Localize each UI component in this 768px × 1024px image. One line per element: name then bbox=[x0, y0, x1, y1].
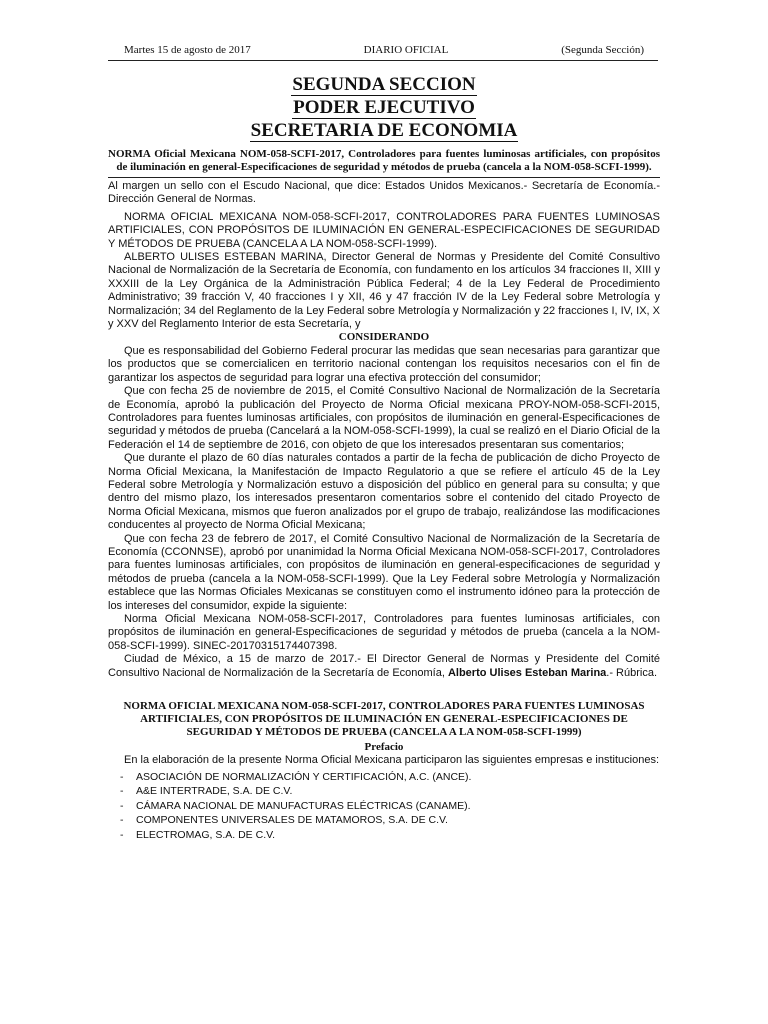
institutions-list bbox=[108, 770, 660, 843]
institution-name: CÁMARA NACIONAL DE MANUFACTURAS ELÉCTRICAS (CANAME). bbox=[136, 799, 471, 812]
considerando-heading: CONSIDERANDO bbox=[338, 331, 430, 344]
ministry-title bbox=[0, 120, 768, 142]
list-bullet: - bbox=[120, 799, 124, 812]
header-date: Martes 15 de agosto de 2017 bbox=[124, 44, 251, 56]
list-item bbox=[108, 770, 660, 785]
list-bullet: - bbox=[120, 770, 124, 783]
list-item bbox=[108, 828, 660, 843]
closing-end: .- Rúbrica. bbox=[606, 666, 658, 679]
prefacio-heading: Prefacio bbox=[364, 741, 404, 754]
list-bullet: - bbox=[120, 785, 124, 798]
branch-title-text: PODER EJECUTIVO bbox=[293, 97, 475, 118]
director-paragraph: ALBERTO ULISES ESTEBAN MARINA, Director General de Normas y Presidente del Comité Consultivo Nacional de Normalización de la Secretaría de Economía, con fundamento en los artículos 34 fracciones II, XIII y XXXIII de la Ley Orgánica de la Administración Pública Federal; 4 de la Ley Federal de Procedimiento Administrativo; 39 fracción V, 40 fracciones I y XII, 46 y 47 fracción IV de la Ley Federal sobre Metrología y Normalización; 34 del Reglamento de la Ley Federal sobre Metrología y Normalización y 22 fracciones I, IV, IX, X y XXV del Reglamento Interior de esta Secretaría, y bbox=[108, 251, 660, 331]
closing-paragraph bbox=[108, 653, 660, 680]
ministry-title-text: SECRETARIA DE ECONOMIA bbox=[250, 120, 518, 141]
list-bullet: - bbox=[120, 814, 124, 827]
institution-name: COMPONENTES UNIVERSALES DE MATAMOROS, S.A. DE C.V. bbox=[136, 814, 448, 827]
closing-text: Ciudad de México, a 15 de marzo de 2017.- El Director General de Normas y Presidente del Comité Consultivo Nacional de Normalización de la Secretaría de Economía, bbox=[108, 653, 660, 679]
branch-title bbox=[0, 97, 768, 119]
header-divider bbox=[108, 60, 658, 61]
header-publication: DIARIO OFICIAL bbox=[363, 44, 449, 56]
section-title bbox=[0, 74, 768, 96]
considerando-paragraph-2: Que con fecha 25 de noviembre de 2015, el Comité Consultivo Nacional de Normalización de la Secretaría de Economía, aprobó la publicación del Proyecto de Norma Oficial mexicana PROY-NOM-058-SCFI-2015, Controladores para fuentes luminosas artificiales, con propósitos de iluminación en general-Especificaciones de seguridad y métodos de prueba (Cancelará a la NOM-058-SCFI-1999), la cual se realizó en el Diario Oficial de la Federación el 14 de septiembre de 2016, con objeto de que los interesados presentaran sus comentarios; bbox=[108, 385, 660, 451]
section-title-text: SEGUNDA SECCION bbox=[292, 74, 476, 95]
norm-heading: NORMA Oficial Mexicana NOM-058-SCFI-2017, Controladores para fuentes luminosas artificiales, con propósitos de iluminación en general-Especificaciones de seguridad y métodos de prueba (cancela a la NOM-058-SCFI-1999). bbox=[108, 148, 660, 173]
running-header bbox=[124, 44, 644, 56]
list-bullet: - bbox=[120, 828, 124, 841]
document-body bbox=[108, 148, 660, 842]
seal-paragraph: Al margen un sello con el Escudo Nacional, que dice: Estados Unidos Mexicanos.- Secretaría de Economía.- Dirección General de Normas. bbox=[108, 180, 660, 206]
prefacio-intro: En la elaboración de la presente Norma Oficial Mexicana participaron las siguientes empresas e instituciones: bbox=[124, 754, 659, 767]
list-item bbox=[108, 799, 660, 814]
list-item bbox=[108, 813, 660, 828]
institution-name: ELECTROMAG, S.A. DE C.V. bbox=[136, 828, 276, 841]
considerando-paragraph-4: Que con fecha 23 de febrero de 2017, el Comité Consultivo Nacional de Normalización de la Secretaría de Economía (CCONNSE), aprobó por unanimidad la Norma Oficial Mexicana NOM-058-SCFI-2017, Controladores para fuentes luminosas artificiales, con propósitos de iluminación en general-especificaciones de seguridad y métodos de prueba (cancela a la NOM-058-SCFI-1999). Que la Ley Federal sobre Metrología y Normalización establece que las Normas Oficiales Mexicanas se constituyen como el instrumento idóneo para la protección de los intereses del consumidor, expide la siguiente: bbox=[108, 532, 660, 612]
signer-name: Alberto Ulises Esteban Marina bbox=[447, 666, 607, 679]
institution-name: A&E INTERTRADE, S.A. DE C.V. bbox=[136, 785, 293, 798]
considerando-paragraph-3: Que durante el plazo de 60 días naturales contados a partir de la fecha de publicación de dicho Proyecto de Norma Oficial Mexicana, la Manifestación de Impacto Regulatorio a que se refiere el artículo 45 de la Ley Federal sobre Metrología y Normalización estuvo a disposición del público en general para su consulta; y que dentro del mismo plazo, los interesados presentaron comentarios sobre el contenido del citado Proyecto de Norma Oficial Mexicana, mismos que fueron analizados por el grupo de trabajo, realizándose las modificaciones conducentes al proyecto de Norma Oficial Mexicana; bbox=[108, 452, 660, 532]
institution-name: ASOCIACIÓN DE NORMALIZACIÓN Y CERTIFICACIÓN, A.C. (ANCE). bbox=[136, 770, 472, 783]
norm-reference-paragraph: Norma Oficial Mexicana NOM-058-SCFI-2017, Controladores para fuentes luminosas artificiales, con propósitos de iluminación en general-Especificaciones de seguridad y métodos de prueba (cancela a la NOM-058-SCFI-1999). SINEC-20170315174407398. bbox=[108, 613, 660, 652]
considerando-paragraph-1: Que es responsabilidad del Gobierno Federal procurar las medidas que sean necesarias para garantizar que los productos que se comercialicen en territorio nacional contengan los requisitos necesarios con el fin de garantizar los aspectos de seguridad para lograr una efectiva protección del consumidor; bbox=[108, 344, 660, 384]
norm-caps-paragraph: NORMA OFICIAL MEXICANA NOM-058-SCFI-2017, CONTROLADORES PARA FUENTES LUMINOSAS ARTIFICIALES, CON PROPÓSITOS DE ILUMINACIÓN EN GENERAL-ESPECIFICACIONES DE SEGURIDAD Y MÉTODOS DE PRUEBA (CANCELA A LA NOM-058-SCFI-1999). bbox=[108, 210, 660, 250]
header-section: (Segunda Sección) bbox=[561, 44, 644, 56]
norm-title: NORMA OFICIAL MEXICANA NOM-058-SCFI-2017, CONTROLADORES PARA FUENTES LUMINOSAS ARTIFICIALES, CON PROPÓSITOS DE ILUMINACIÓN EN GENERAL-ESPECIFICACIONES DE SEGURIDAD Y MÉTODOS DE PRUEBA (CANCELA A LA NOM-058-SCFI-1999) bbox=[123, 700, 645, 739]
norm-heading-divider bbox=[108, 177, 660, 178]
list-item bbox=[108, 784, 660, 799]
